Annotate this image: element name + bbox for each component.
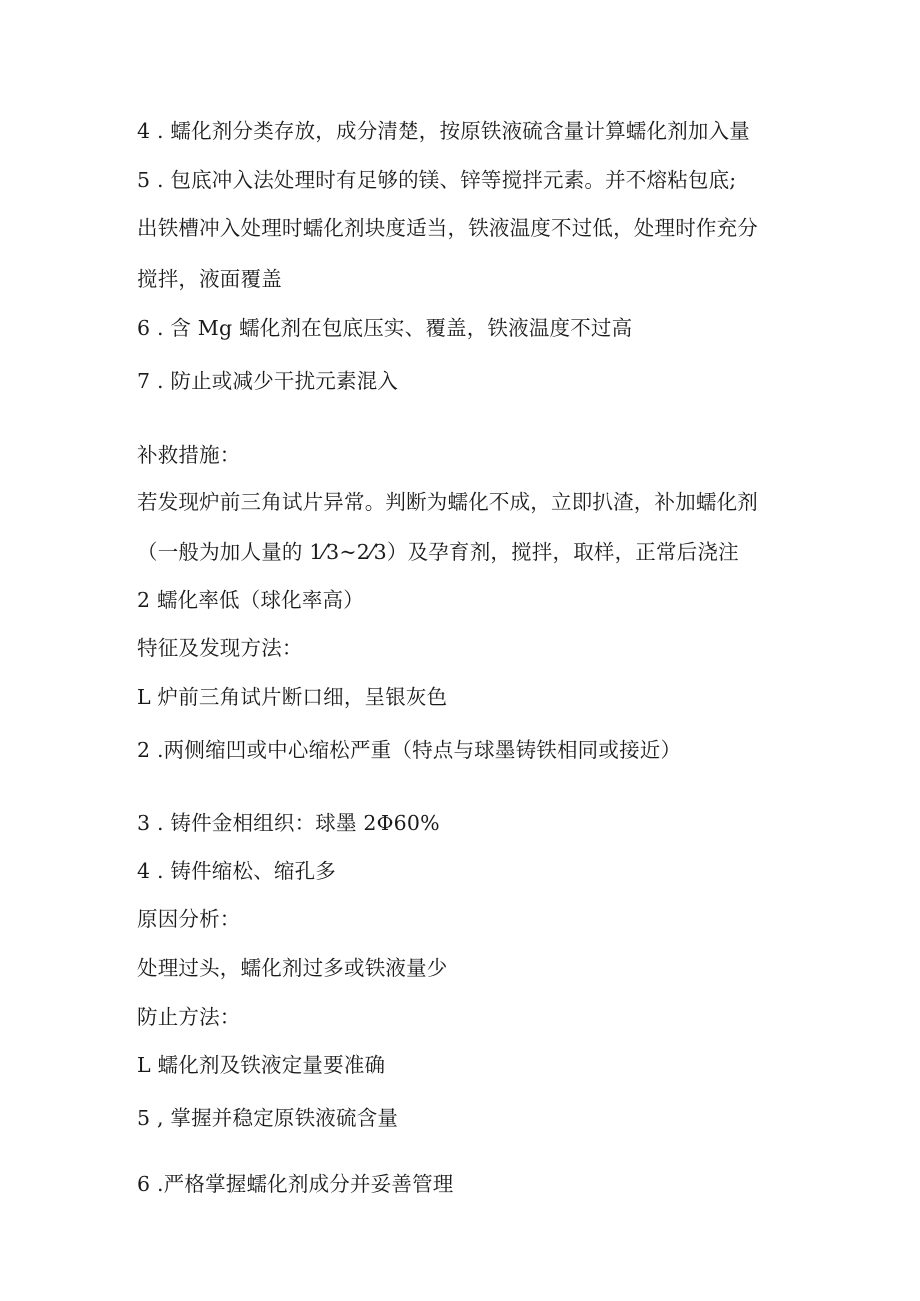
text-line: （一般为加人量的 1⁄3~2⁄3）及孕育剂，搅拌，取样，正常后浇注 <box>137 540 739 564</box>
text-line: 5 . 包底冲入法处理时有足够的镁、锌等搅拌元素。并不熔粘包底; <box>137 168 737 192</box>
text-line: 4 . 铸件缩松、缩孔多 <box>137 859 336 883</box>
section-heading: 补救措施： <box>137 443 241 467</box>
text-line: 4 . 蠕化剂分类存放，成分清楚，按原铁液硫含量计算蠕化剂加入量 <box>137 119 750 143</box>
text-line: 出铁槽冲入处理时蠕化剂块度适当，铁液温度不过低，处理时作充分 <box>137 216 758 240</box>
text-line: 若发现炉前三角试片异常。判断为蠕化不成，立即扒渣，补加蠕化剂 <box>137 490 758 514</box>
text-line: L 蠕化剂及铁液定量要准确 <box>137 1053 386 1077</box>
text-line: 5 , 掌握并稳定原铁液硫含量 <box>137 1106 399 1130</box>
text-line: 6 . 含 Mg 蠕化剂在包底压实、覆盖，铁液温度不过高 <box>137 316 633 340</box>
text-line: 2 .两侧缩凹或中心缩松严重（特点与球墨铸铁相同或接近） <box>137 738 682 762</box>
section-heading: 特征及发现方法： <box>137 636 303 660</box>
text-line: L 炉前三角试片断口细，呈银灰色 <box>137 685 448 709</box>
text-line: 搅拌，液面覆盖 <box>137 267 282 291</box>
text-line: 3 . 铸件金相组织：球墨 2Φ60% <box>137 811 440 835</box>
section-heading: 原因分析： <box>137 907 241 931</box>
section-heading: 2 蠕化率低（球化率高） <box>137 588 364 612</box>
text-line: 6 .严格掌握蠕化剂成分并妥善管理 <box>137 1172 454 1196</box>
text-line: 7 . 防止或减少干扰元素混入 <box>137 369 399 393</box>
text-line: 处理过头，蠕化剂过多或铁液量少 <box>137 956 448 980</box>
section-heading: 防止方法： <box>137 1005 241 1029</box>
